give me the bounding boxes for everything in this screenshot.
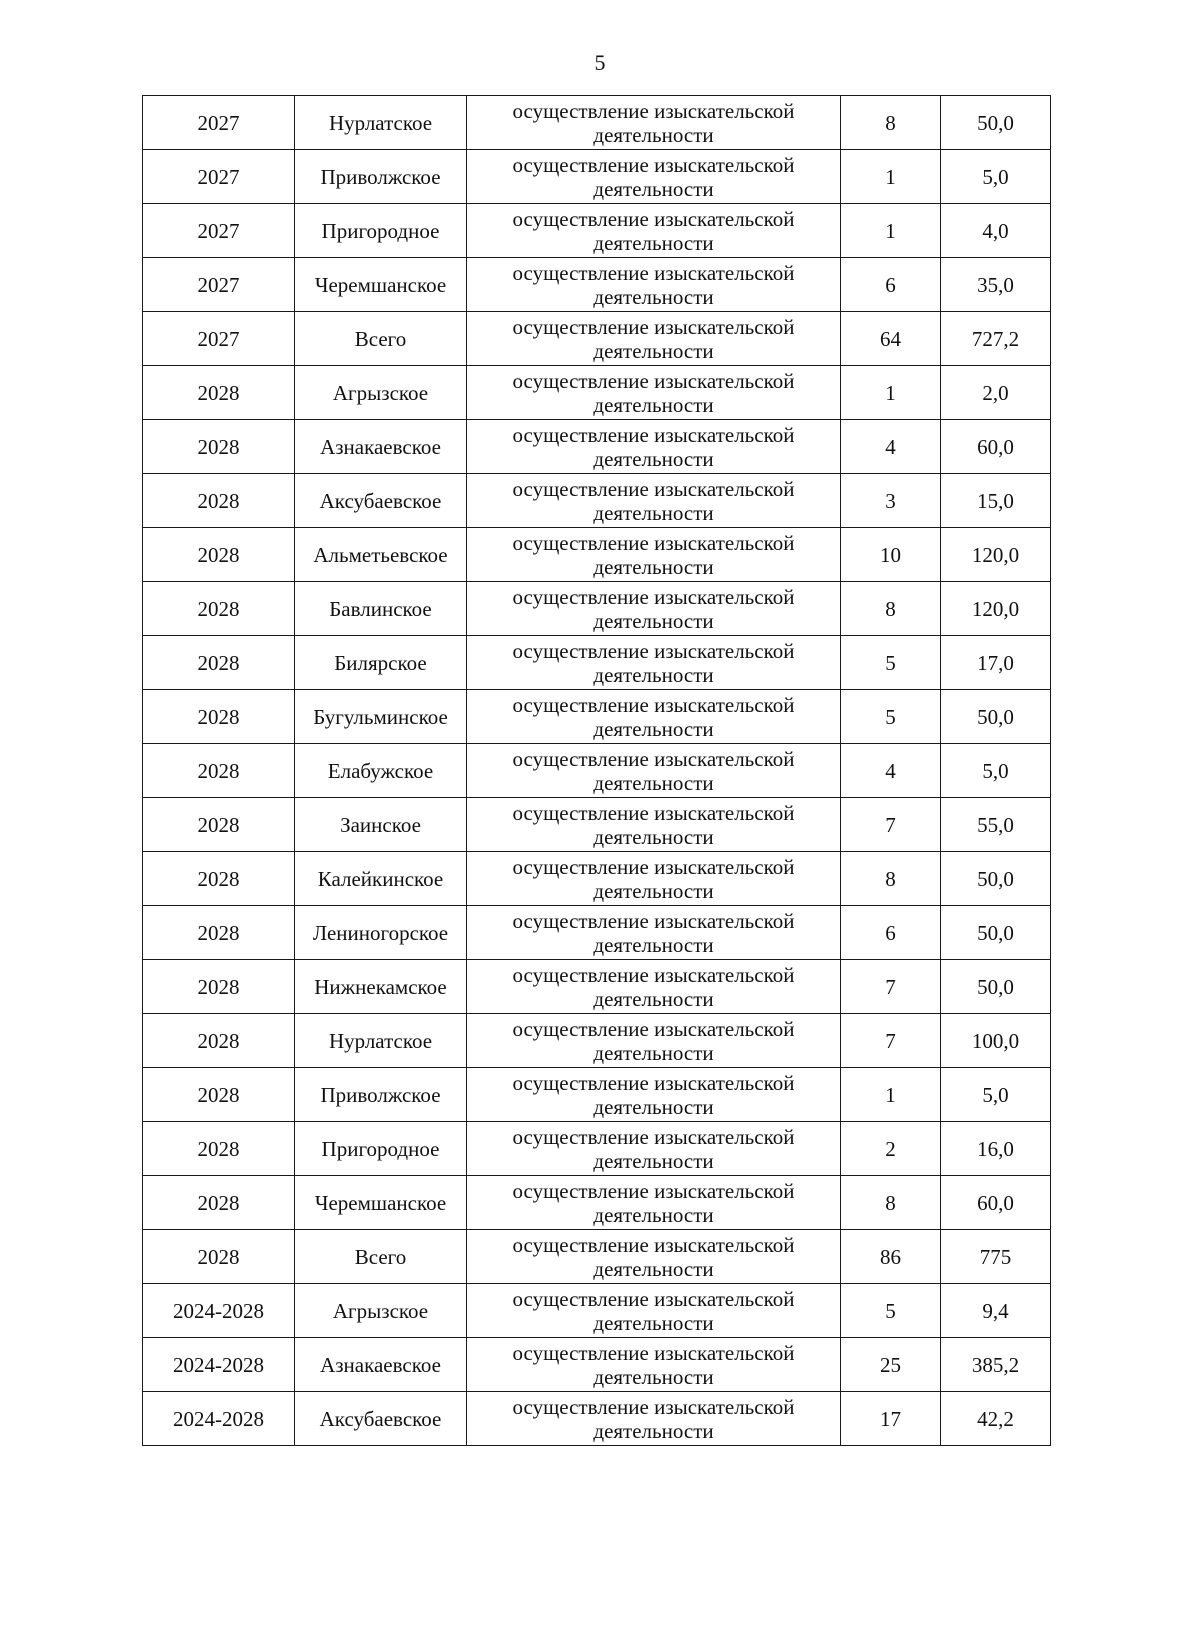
count-cell: 4 [841, 744, 941, 798]
name-cell: Пригородное [295, 1122, 467, 1176]
name-cell: Азнакаевское [295, 1338, 467, 1392]
name-cell: Бавлинское [295, 582, 467, 636]
activity-line-1: осуществление изыскательской [512, 476, 795, 501]
year-cell: 2027 [143, 258, 295, 312]
year-cell: 2027 [143, 96, 295, 150]
table-row [143, 744, 1051, 798]
count-cell: 8 [841, 1176, 941, 1230]
activity-cell [467, 1284, 841, 1338]
value-cell: 50,0 [941, 906, 1051, 960]
count-cell: 3 [841, 474, 941, 528]
value-cell: 15,0 [941, 474, 1051, 528]
activity-line-2: деятельности [593, 1418, 714, 1443]
count-cell: 5 [841, 636, 941, 690]
name-cell: Черемшанское [295, 258, 467, 312]
name-cell: Всего [295, 312, 467, 366]
activity-line-2: деятельности [593, 1364, 714, 1389]
activity-line-2: деятельности [593, 1094, 714, 1119]
activity-cell [467, 852, 841, 906]
name-cell: Нурлатское [295, 96, 467, 150]
table-row [143, 690, 1051, 744]
name-cell: Нижнекамское [295, 960, 467, 1014]
value-cell: 100,0 [941, 1014, 1051, 1068]
activity-cell [467, 312, 841, 366]
value-cell: 775 [941, 1230, 1051, 1284]
table-row [143, 582, 1051, 636]
value-cell: 60,0 [941, 420, 1051, 474]
activity-cell [467, 690, 841, 744]
activity-line-1: осуществление изыскательской [512, 1286, 795, 1311]
count-cell: 10 [841, 528, 941, 582]
activity-line-2: деятельности [593, 554, 714, 579]
activity-cell [467, 1068, 841, 1122]
table-row [143, 204, 1051, 258]
year-cell: 2024-2028 [143, 1284, 295, 1338]
year-cell: 2028 [143, 582, 295, 636]
table-row [143, 474, 1051, 528]
count-cell: 7 [841, 960, 941, 1014]
name-cell: Елабужское [295, 744, 467, 798]
activity-line-1: осуществление изыскательской [512, 854, 795, 879]
activity-line-2: деятельности [593, 824, 714, 849]
activity-line-1: осуществление изыскательской [512, 314, 795, 339]
activity-line-2: деятельности [593, 932, 714, 957]
activity-cell [467, 1392, 841, 1446]
activity-line-1: осуществление изыскательской [512, 746, 795, 771]
activity-cell [467, 528, 841, 582]
activity-line-2: деятельности [593, 338, 714, 363]
activity-line-1: осуществление изыскательской [512, 368, 795, 393]
name-cell: Азнакаевское [295, 420, 467, 474]
name-cell: Лениногорское [295, 906, 467, 960]
year-cell: 2028 [143, 690, 295, 744]
count-cell: 6 [841, 906, 941, 960]
name-cell: Всего [295, 1230, 467, 1284]
year-cell: 2027 [143, 312, 295, 366]
year-cell: 2028 [143, 636, 295, 690]
activity-cell [467, 420, 841, 474]
activity-line-1: осуществление изыскательской [512, 206, 795, 231]
value-cell: 35,0 [941, 258, 1051, 312]
count-cell: 8 [841, 582, 941, 636]
activity-line-1: осуществление изыскательской [512, 1070, 795, 1095]
value-cell: 42,2 [941, 1392, 1051, 1446]
year-cell: 2028 [143, 1230, 295, 1284]
activity-line-2: деятельности [593, 446, 714, 471]
year-cell: 2024-2028 [143, 1392, 295, 1446]
table-row [143, 636, 1051, 690]
year-cell: 2028 [143, 366, 295, 420]
activity-line-2: деятельности [593, 770, 714, 795]
count-cell: 25 [841, 1338, 941, 1392]
activity-cell [467, 1122, 841, 1176]
table-row [143, 1122, 1051, 1176]
activity-line-2: деятельности [593, 1040, 714, 1065]
year-cell: 2028 [143, 852, 295, 906]
activity-line-2: деятельности [593, 392, 714, 417]
value-cell: 16,0 [941, 1122, 1051, 1176]
page-number: 5 [594, 50, 606, 75]
activity-line-2: деятельности [593, 716, 714, 741]
value-cell: 50,0 [941, 96, 1051, 150]
count-cell: 2 [841, 1122, 941, 1176]
value-cell: 50,0 [941, 690, 1051, 744]
table-row [143, 312, 1051, 366]
activity-cell [467, 744, 841, 798]
name-cell: Агрызское [295, 1284, 467, 1338]
year-cell: 2028 [143, 906, 295, 960]
table-row [143, 906, 1051, 960]
value-cell: 120,0 [941, 528, 1051, 582]
name-cell: Альметьевское [295, 528, 467, 582]
count-cell: 6 [841, 258, 941, 312]
count-cell: 1 [841, 150, 941, 204]
table-row [143, 1284, 1051, 1338]
value-cell: 4,0 [941, 204, 1051, 258]
table-row [143, 1392, 1051, 1446]
table-row [143, 1338, 1051, 1392]
name-cell: Аксубаевское [295, 1392, 467, 1446]
activity-line-2: деятельности [593, 986, 714, 1011]
year-cell: 2028 [143, 1122, 295, 1176]
year-cell: 2028 [143, 960, 295, 1014]
activity-line-1: осуществление изыскательской [512, 584, 795, 609]
activity-line-1: осуществление изыскательской [512, 692, 795, 717]
activity-cell [467, 798, 841, 852]
activity-cell [467, 474, 841, 528]
count-cell: 5 [841, 1284, 941, 1338]
table-row [143, 96, 1051, 150]
activity-cell [467, 366, 841, 420]
table-row [143, 366, 1051, 420]
activity-line-1: осуществление изыскательской [512, 1124, 795, 1149]
count-cell: 1 [841, 366, 941, 420]
activity-line-1: осуществление изыскательской [512, 1232, 795, 1257]
table-row [143, 528, 1051, 582]
activity-cell [467, 96, 841, 150]
activity-line-2: деятельности [593, 608, 714, 633]
table-row [143, 1176, 1051, 1230]
activity-cell [467, 960, 841, 1014]
activity-line-2: деятельности [593, 1148, 714, 1173]
table-row [143, 1014, 1051, 1068]
activity-line-2: деятельности [593, 1310, 714, 1335]
activity-line-2: деятельности [593, 662, 714, 687]
activity-line-2: деятельности [593, 230, 714, 255]
table-row [143, 150, 1051, 204]
activity-line-1: осуществление изыскательской [512, 908, 795, 933]
count-cell: 17 [841, 1392, 941, 1446]
name-cell: Нурлатское [295, 1014, 467, 1068]
name-cell: Бугульминское [295, 690, 467, 744]
activity-line-1: осуществление изыскательской [512, 152, 795, 177]
year-cell: 2027 [143, 204, 295, 258]
year-cell: 2027 [143, 150, 295, 204]
count-cell: 1 [841, 204, 941, 258]
activity-cell [467, 1014, 841, 1068]
activity-line-2: деятельности [593, 878, 714, 903]
table-row [143, 258, 1051, 312]
table-body [143, 96, 1051, 1446]
activity-cell [467, 582, 841, 636]
year-cell: 2028 [143, 744, 295, 798]
table-row [143, 798, 1051, 852]
name-cell: Аксубаевское [295, 474, 467, 528]
activity-line-2: деятельности [593, 1256, 714, 1281]
value-cell: 727,2 [941, 312, 1051, 366]
value-cell: 2,0 [941, 366, 1051, 420]
year-cell: 2028 [143, 474, 295, 528]
table-row [143, 1068, 1051, 1122]
year-cell: 2024-2028 [143, 1338, 295, 1392]
table-row [143, 960, 1051, 1014]
activity-cell [467, 906, 841, 960]
value-cell: 9,4 [941, 1284, 1051, 1338]
table-row [143, 1230, 1051, 1284]
activity-line-2: деятельности [593, 500, 714, 525]
table-row [143, 420, 1051, 474]
value-cell: 5,0 [941, 1068, 1051, 1122]
count-cell: 7 [841, 798, 941, 852]
count-cell: 8 [841, 96, 941, 150]
year-cell: 2028 [143, 1176, 295, 1230]
activity-line-1: осуществление изыскательской [512, 1340, 795, 1365]
activity-cell [467, 1338, 841, 1392]
activity-line-1: осуществление изыскательской [512, 260, 795, 285]
data-table [142, 95, 1051, 1446]
year-cell: 2028 [143, 1014, 295, 1068]
name-cell: Пригородное [295, 204, 467, 258]
activity-line-1: осуществление изыскательской [512, 1016, 795, 1041]
activity-cell [467, 258, 841, 312]
activity-line-1: осуществление изыскательской [512, 422, 795, 447]
activity-line-2: деятельности [593, 122, 714, 147]
activity-line-2: деятельности [593, 284, 714, 309]
value-cell: 120,0 [941, 582, 1051, 636]
value-cell: 50,0 [941, 960, 1051, 1014]
year-cell: 2028 [143, 798, 295, 852]
year-cell: 2028 [143, 1068, 295, 1122]
value-cell: 5,0 [941, 150, 1051, 204]
count-cell: 4 [841, 420, 941, 474]
activity-line-2: деятельности [593, 176, 714, 201]
value-cell: 55,0 [941, 798, 1051, 852]
activity-cell [467, 150, 841, 204]
count-cell: 7 [841, 1014, 941, 1068]
name-cell: Приволжское [295, 150, 467, 204]
activity-cell [467, 1176, 841, 1230]
activity-line-1: осуществление изыскательской [512, 530, 795, 555]
name-cell: Билярское [295, 636, 467, 690]
count-cell: 5 [841, 690, 941, 744]
value-cell: 60,0 [941, 1176, 1051, 1230]
count-cell: 86 [841, 1230, 941, 1284]
name-cell: Приволжское [295, 1068, 467, 1122]
activity-line-1: осуществление изыскательской [512, 1178, 795, 1203]
year-cell: 2028 [143, 528, 295, 582]
name-cell: Калейкинское [295, 852, 467, 906]
count-cell: 8 [841, 852, 941, 906]
value-cell: 5,0 [941, 744, 1051, 798]
name-cell: Черемшанское [295, 1176, 467, 1230]
activity-line-1: осуществление изыскательской [512, 1394, 795, 1419]
activity-line-1: осуществление изыскательской [512, 800, 795, 825]
activity-line-1: осуществление изыскательской [512, 962, 795, 987]
activity-line-2: деятельности [593, 1202, 714, 1227]
value-cell: 50,0 [941, 852, 1051, 906]
table-row [143, 852, 1051, 906]
name-cell: Агрызское [295, 366, 467, 420]
activity-line-1: осуществление изыскательской [512, 638, 795, 663]
count-cell: 1 [841, 1068, 941, 1122]
year-cell: 2028 [143, 420, 295, 474]
value-cell: 385,2 [941, 1338, 1051, 1392]
count-cell: 64 [841, 312, 941, 366]
value-cell: 17,0 [941, 636, 1051, 690]
activity-cell [467, 1230, 841, 1284]
activity-line-1: осуществление изыскательской [512, 98, 795, 123]
activity-cell [467, 204, 841, 258]
activity-cell [467, 636, 841, 690]
name-cell: Заинское [295, 798, 467, 852]
